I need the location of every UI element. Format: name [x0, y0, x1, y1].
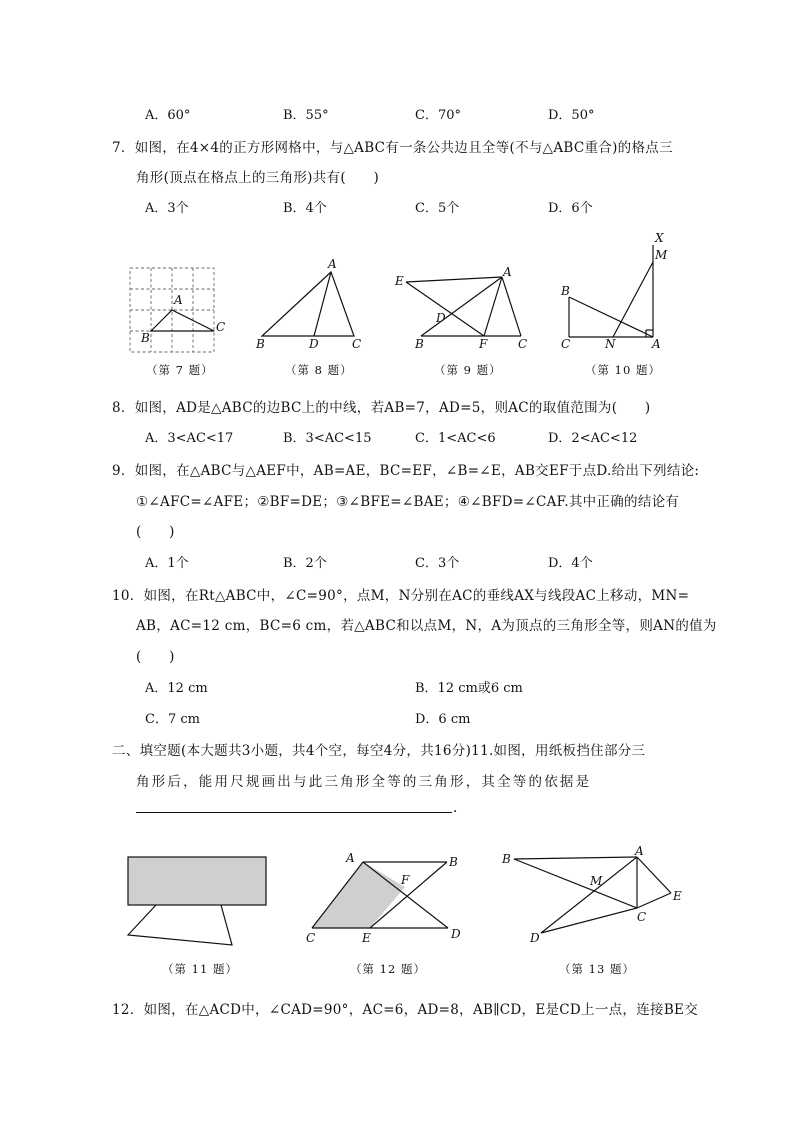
- q7-stem-line1: 7．如图，在4×4的正方形网格中，与△ABC有一条公共边且全等(不与△ABC重合)的格点三: [112, 140, 673, 156]
- q8-option-a: A．3<AC<17: [145, 431, 234, 446]
- fig12-label-c: C: [306, 931, 316, 945]
- fig9-label-c: C: [518, 337, 528, 351]
- fig10-label-x: X: [655, 231, 664, 245]
- q10-option-b: B．12 cm或6 cm: [415, 681, 523, 696]
- q7-stem-line2: 角形(顶点在格点上的三角形)共有( ): [136, 170, 380, 186]
- q12-stem-line1: 12．如图，在△ACD中，∠CAD=90°，AC=6，AD=8，AB∥CD，E是CD上一点，连接BE交: [112, 1002, 699, 1018]
- q8-option-c: C．1<AC<6: [415, 431, 496, 446]
- q10-stem-line3: ( ): [136, 649, 175, 665]
- fig9-label-e: E: [395, 274, 404, 288]
- q7-option-d: D．6个: [548, 201, 593, 216]
- fig13-diagram: [514, 857, 671, 933]
- section2-heading: 二、填空题(本大题共3小题，共4个空，每空4分，共16分)11.如图，用纸板挡住部分三: [112, 743, 646, 759]
- caption-fig7: （第 7 题）: [146, 363, 214, 377]
- fig9-label-d: D: [436, 311, 446, 325]
- fig10-label-m: M: [655, 248, 668, 262]
- fig11-partial-triangle: [128, 905, 232, 945]
- fig11-cardboard: [128, 857, 266, 905]
- fig13-label-c: C: [637, 910, 647, 924]
- q10-option-d: D．6 cm: [415, 712, 471, 727]
- caption-fig11: （第 11 题）: [162, 962, 238, 976]
- fig7-label-b: B: [141, 331, 150, 345]
- fig13-label-e: E: [673, 889, 682, 903]
- fig9-label-b: B: [415, 337, 424, 351]
- fig12-label-a: A: [346, 851, 355, 865]
- q9-option-b: B．2个: [283, 556, 327, 571]
- q10-stem-line1: 10．如图，在Rt△ABC中，∠C=90°，点M，N分别在AC的垂线AX与线段AC上移动，MN=: [112, 588, 690, 604]
- q6-option-b: B．55°: [283, 108, 329, 123]
- fig7-label-a: A: [174, 293, 183, 307]
- fig13-label-m: M: [590, 874, 603, 888]
- fig12-label-f: F: [401, 873, 410, 887]
- fig8-label-c: C: [352, 337, 362, 351]
- q9-option-d: D．4个: [548, 556, 593, 571]
- q8-option-b: B．3<AC<15: [283, 431, 372, 446]
- fig10-label-n: N: [605, 337, 616, 351]
- q9-option-c: C．3个: [415, 556, 460, 571]
- q10-stem-line2: AB，AC=12 cm，BC=6 cm，若△ABC和以点M，N，A为顶点的三角形全等，则AN的值为: [136, 618, 717, 634]
- q8-stem-line1: 8．如图，AD是△ABC的边BC上的中线，若AB=7，AD=5，则AC的取值范围为( ): [112, 400, 651, 416]
- q6-option-d: D．50°: [548, 108, 595, 123]
- fig13-label-b: B: [502, 852, 511, 866]
- q9-option-a: A．1个: [145, 556, 189, 571]
- fig13-label-a: A: [635, 844, 644, 858]
- q7-option-a: A．3个: [145, 201, 189, 216]
- q7-option-c: C．5个: [415, 201, 460, 216]
- fig13-label-d: D: [530, 931, 540, 945]
- fig8-label-d: D: [309, 337, 319, 351]
- caption-fig12: （第 12 题）: [350, 962, 426, 976]
- q8-option-d: D．2<AC<12: [548, 431, 638, 446]
- fig12-label-d: D: [451, 927, 461, 941]
- q6-option-a: A．60°: [145, 108, 191, 123]
- fig12-label-e: E: [362, 931, 371, 945]
- q11-stem-line2: 角形后，能用尺规画出与此三角形全等的三角形，其全等的依据是: [136, 774, 592, 790]
- fig10-label-b: B: [561, 284, 570, 298]
- q10-option-a: A．12 cm: [145, 681, 208, 696]
- fig10-label-a: A: [652, 337, 661, 351]
- caption-fig13: （第 13 题）: [559, 962, 635, 976]
- q11-blank-end: .: [453, 800, 458, 816]
- q10-option-c: C．7 cm: [145, 712, 200, 727]
- caption-fig10: （第 10 题）: [585, 363, 661, 377]
- q7-option-b: B．4个: [283, 201, 327, 216]
- fig8-label-a: A: [328, 257, 337, 271]
- fig9-label-f: F: [479, 337, 488, 351]
- q9-stem-line1: 9．如图，在△ABC与△AEF中，AB=AE，BC=EF，∠B=∠E，AB交EF于点D.给出下列结论:: [112, 463, 700, 479]
- caption-fig9: （第 9 题）: [434, 363, 502, 377]
- q6-option-c: C．70°: [415, 108, 461, 123]
- fig12-label-b: B: [449, 855, 458, 869]
- fig9-label-a: A: [503, 265, 512, 279]
- fig12-shaded-region: [312, 862, 405, 928]
- q9-stem-line2: ①∠AFC=∠AFE；②BF=DE；③∠BFE=∠BAE；④∠BFD=∠CAF.其中正确的结论有: [136, 494, 680, 510]
- q9-stem-line3: ( ): [136, 524, 175, 540]
- fig7-label-c: C: [216, 320, 226, 334]
- fig10-label-c: C: [561, 337, 571, 351]
- fig8-label-b: B: [256, 337, 265, 351]
- caption-fig8: （第 8 题）: [285, 363, 353, 377]
